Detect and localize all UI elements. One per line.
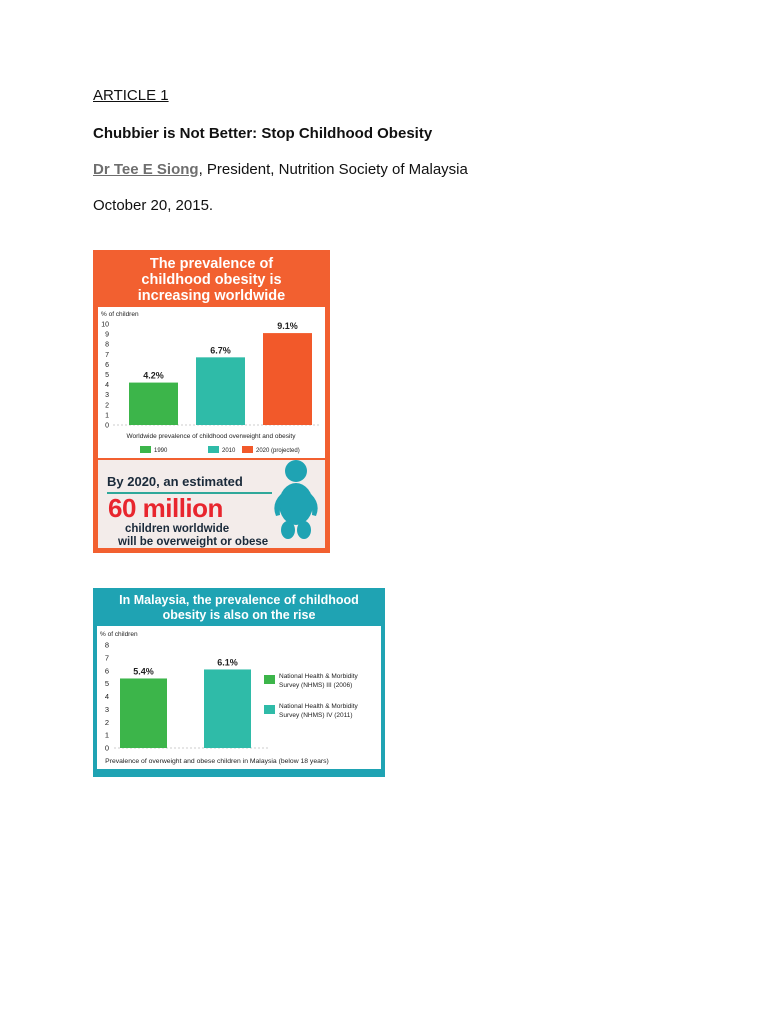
legend-label: National Health & Morbidity Survey (NHMS) IV (2011) bbox=[279, 703, 358, 719]
bar-nhms-iii-2006 bbox=[120, 678, 167, 748]
legend-label: National Health & Morbidity Survey (NHMS) III (2006) bbox=[279, 673, 358, 689]
legend-label: 2020 (projected) bbox=[256, 448, 300, 454]
y-axis-label: % of children bbox=[100, 631, 138, 638]
child-figure-icon bbox=[270, 460, 322, 540]
callout-intro: By 2020, an estimated bbox=[107, 474, 243, 489]
y-tick-label: 7 bbox=[105, 351, 109, 359]
byline bbox=[93, 161, 468, 178]
infographic2-header bbox=[93, 588, 385, 624]
data-label: 9.1% bbox=[277, 321, 298, 332]
bar-2020-projected- bbox=[263, 333, 312, 425]
malaysia-chart-panel bbox=[97, 626, 381, 769]
legend-swatch bbox=[140, 446, 151, 453]
y-axis-label: % of children bbox=[101, 311, 139, 318]
y-tick-label: 0 bbox=[105, 422, 109, 430]
y-tick-label: 4 bbox=[105, 382, 109, 390]
projection-callout bbox=[98, 460, 325, 548]
y-tick-label: 2 bbox=[104, 717, 109, 727]
author-role: , President, Nutrition Society of Malaysia bbox=[198, 161, 468, 178]
malaysia-infographic bbox=[93, 588, 385, 777]
bar-nhms-iv-2011 bbox=[204, 669, 251, 748]
infographic1-header-line: increasing worldwide bbox=[137, 288, 286, 304]
y-tick-label: 7 bbox=[104, 653, 109, 663]
data-label: 4.2% bbox=[143, 370, 164, 381]
malaysia-bar-chart bbox=[97, 626, 381, 769]
y-tick-label: 0 bbox=[104, 743, 109, 753]
y-tick-label: 8 bbox=[105, 341, 109, 349]
y-tick-label: 2 bbox=[105, 402, 109, 410]
infographic1-header-line: childhood obesity is bbox=[141, 272, 282, 288]
x-axis-label: Prevalence of overweight and obese children in Malaysia (below 18 years) bbox=[105, 758, 329, 765]
y-tick-label: 3 bbox=[105, 392, 109, 400]
y-tick-label: 1 bbox=[104, 730, 109, 740]
legend-swatch bbox=[264, 675, 275, 684]
legend-swatch bbox=[208, 446, 219, 453]
y-tick-label: 5 bbox=[105, 372, 109, 379]
legend-swatch bbox=[242, 446, 253, 453]
data-label: 6.1% bbox=[217, 657, 238, 668]
author-link[interactable]: Dr Tee E Siong bbox=[93, 161, 199, 178]
worldwide-bar-chart bbox=[98, 307, 325, 458]
y-tick-label: 8 bbox=[104, 640, 109, 650]
bar-1990 bbox=[129, 383, 178, 425]
y-tick-label: 9 bbox=[105, 331, 109, 339]
legend-swatch bbox=[264, 705, 275, 714]
y-tick-label: 3 bbox=[104, 704, 109, 714]
infographic1-header-line: The prevalence of bbox=[149, 256, 274, 272]
callout-line: will be overweight or obese bbox=[118, 536, 269, 548]
bar-2010 bbox=[196, 357, 245, 425]
article-label: ARTICLE 1 bbox=[93, 87, 169, 104]
infographic2-header-line: obesity is also on the rise bbox=[162, 608, 316, 622]
y-tick-label: 6 bbox=[105, 361, 109, 369]
y-tick-label: 4 bbox=[104, 692, 109, 701]
data-label: 6.7% bbox=[210, 345, 231, 356]
callout-figure: 60 million bbox=[108, 493, 223, 523]
y-tick-label: 10 bbox=[101, 321, 109, 329]
infographic1-header bbox=[93, 250, 330, 307]
data-label: 5.4% bbox=[133, 666, 154, 677]
article-date: October 20, 2015. bbox=[93, 197, 214, 214]
legend-label: 2010 bbox=[222, 448, 236, 454]
callout-line: children worldwide bbox=[125, 523, 230, 535]
worldwide-infographic bbox=[93, 250, 330, 553]
y-tick-label: 1 bbox=[105, 412, 109, 420]
article-title: Chubbier is Not Better: Stop Childhood Obesity bbox=[93, 125, 433, 142]
legend-label: 1990 bbox=[154, 448, 168, 454]
x-axis-label: Worldwide prevalence of childhood overweight and obesity bbox=[126, 433, 296, 440]
y-tick-label: 5 bbox=[104, 679, 109, 689]
y-tick-label: 6 bbox=[104, 666, 109, 676]
worldwide-chart-panel bbox=[98, 307, 325, 458]
infographic2-header-line: In Malaysia, the prevalence of childhood bbox=[119, 593, 359, 607]
